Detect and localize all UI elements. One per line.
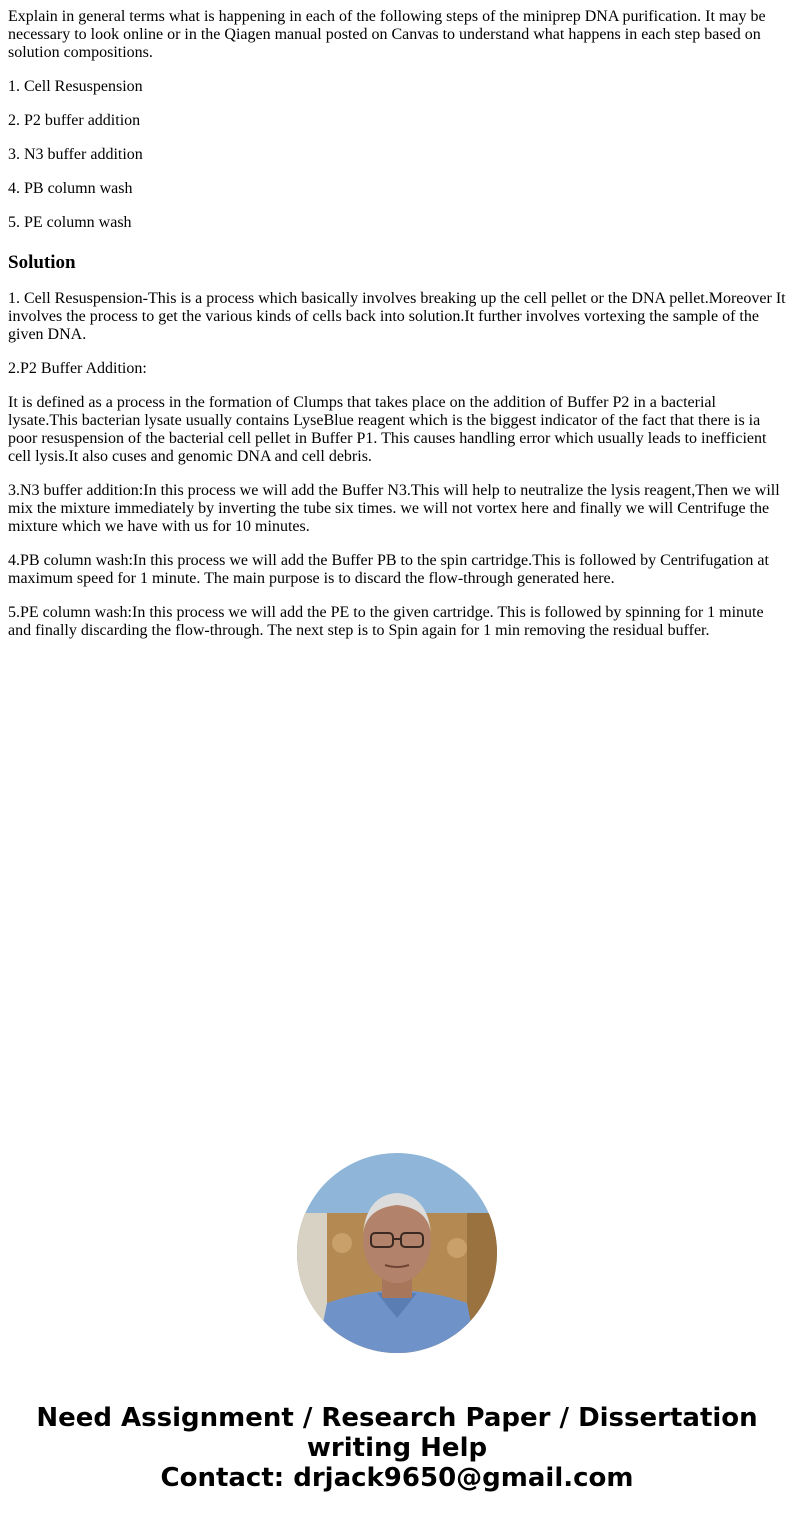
solution-paragraph: 2.P2 Buffer Addition: — [8, 360, 147, 377]
solution-paragraph: 4.PB column wash:In this process we will add the Buffer PB to the spin cartridge.This is followed by Centrifugation at maximum speed for 1 minute. The main purpose is to discard the flow-through generated here. — [8, 552, 769, 587]
solution-paragraph: 5.PE column wash:In this process we will add the PE to the given cartridge. This is followed by spinning for 1 minute and finally discarding the flow-through. The next step is to Spin again for 1 min removing the residual buffer. — [8, 604, 764, 639]
solution-paragraph: 3.N3 buffer addition:In this process we will add the Buffer N3.This will help to neutralize the lysis reagent,Then we will mix the mixture immediately by inverting the tube six times. we will not vortex here and finally we will Centrifuge the mixture which we have with us for 10 minutes. — [8, 482, 780, 535]
footer-contact: Contact: drjack9650@gmail.com — [160, 1463, 634, 1493]
footer-line: Need Assignment / Research Paper / Dissertation — [36, 1403, 758, 1433]
step-item: 2. P2 buffer addition — [8, 112, 141, 129]
promo-footer — [0, 1403, 794, 1493]
author-avatar — [297, 1153, 497, 1353]
step-item: 3. N3 buffer addition — [8, 146, 143, 163]
step-item: 1. Cell Resuspension — [8, 78, 143, 95]
step-item: 5. PE column wash — [8, 214, 132, 231]
solution-heading: Solution — [8, 252, 76, 273]
footer-line: writing Help — [306, 1433, 488, 1463]
avatar-portrait-icon — [297, 1153, 497, 1353]
solution-paragraph: It is defined as a process in the formation of Clumps that takes place on the addition of Buffer P2 in a bacterial lysate.This bacterian lysate usually contains LyseBlue reagent which is the biggest indicator of the fact that there is ia poor resuspension of the bacterial cell pellet in Buffer P1. This causes handling error which usually leads to inefficient cell lysis.It also cuses and genomic DNA and cell debris. — [8, 394, 767, 465]
step-item: 4. PB column wash — [8, 180, 133, 197]
document-content — [8, 8, 788, 656]
question-intro: Explain in general terms what is happening in each of the following steps of the miniprep DNA purification. It may be necessary to look online or in the Qiagen manual posted on Canvas to understand what happens in each step based on solution compositions. — [8, 8, 766, 61]
solution-paragraph: 1. Cell Resuspension-This is a process which basically involves breaking up the cell pellet or the DNA pellet.Moreover It involves the process to get the various kinds of cells back into solution.It further involves vortexing the sample of the given DNA. — [8, 290, 786, 343]
